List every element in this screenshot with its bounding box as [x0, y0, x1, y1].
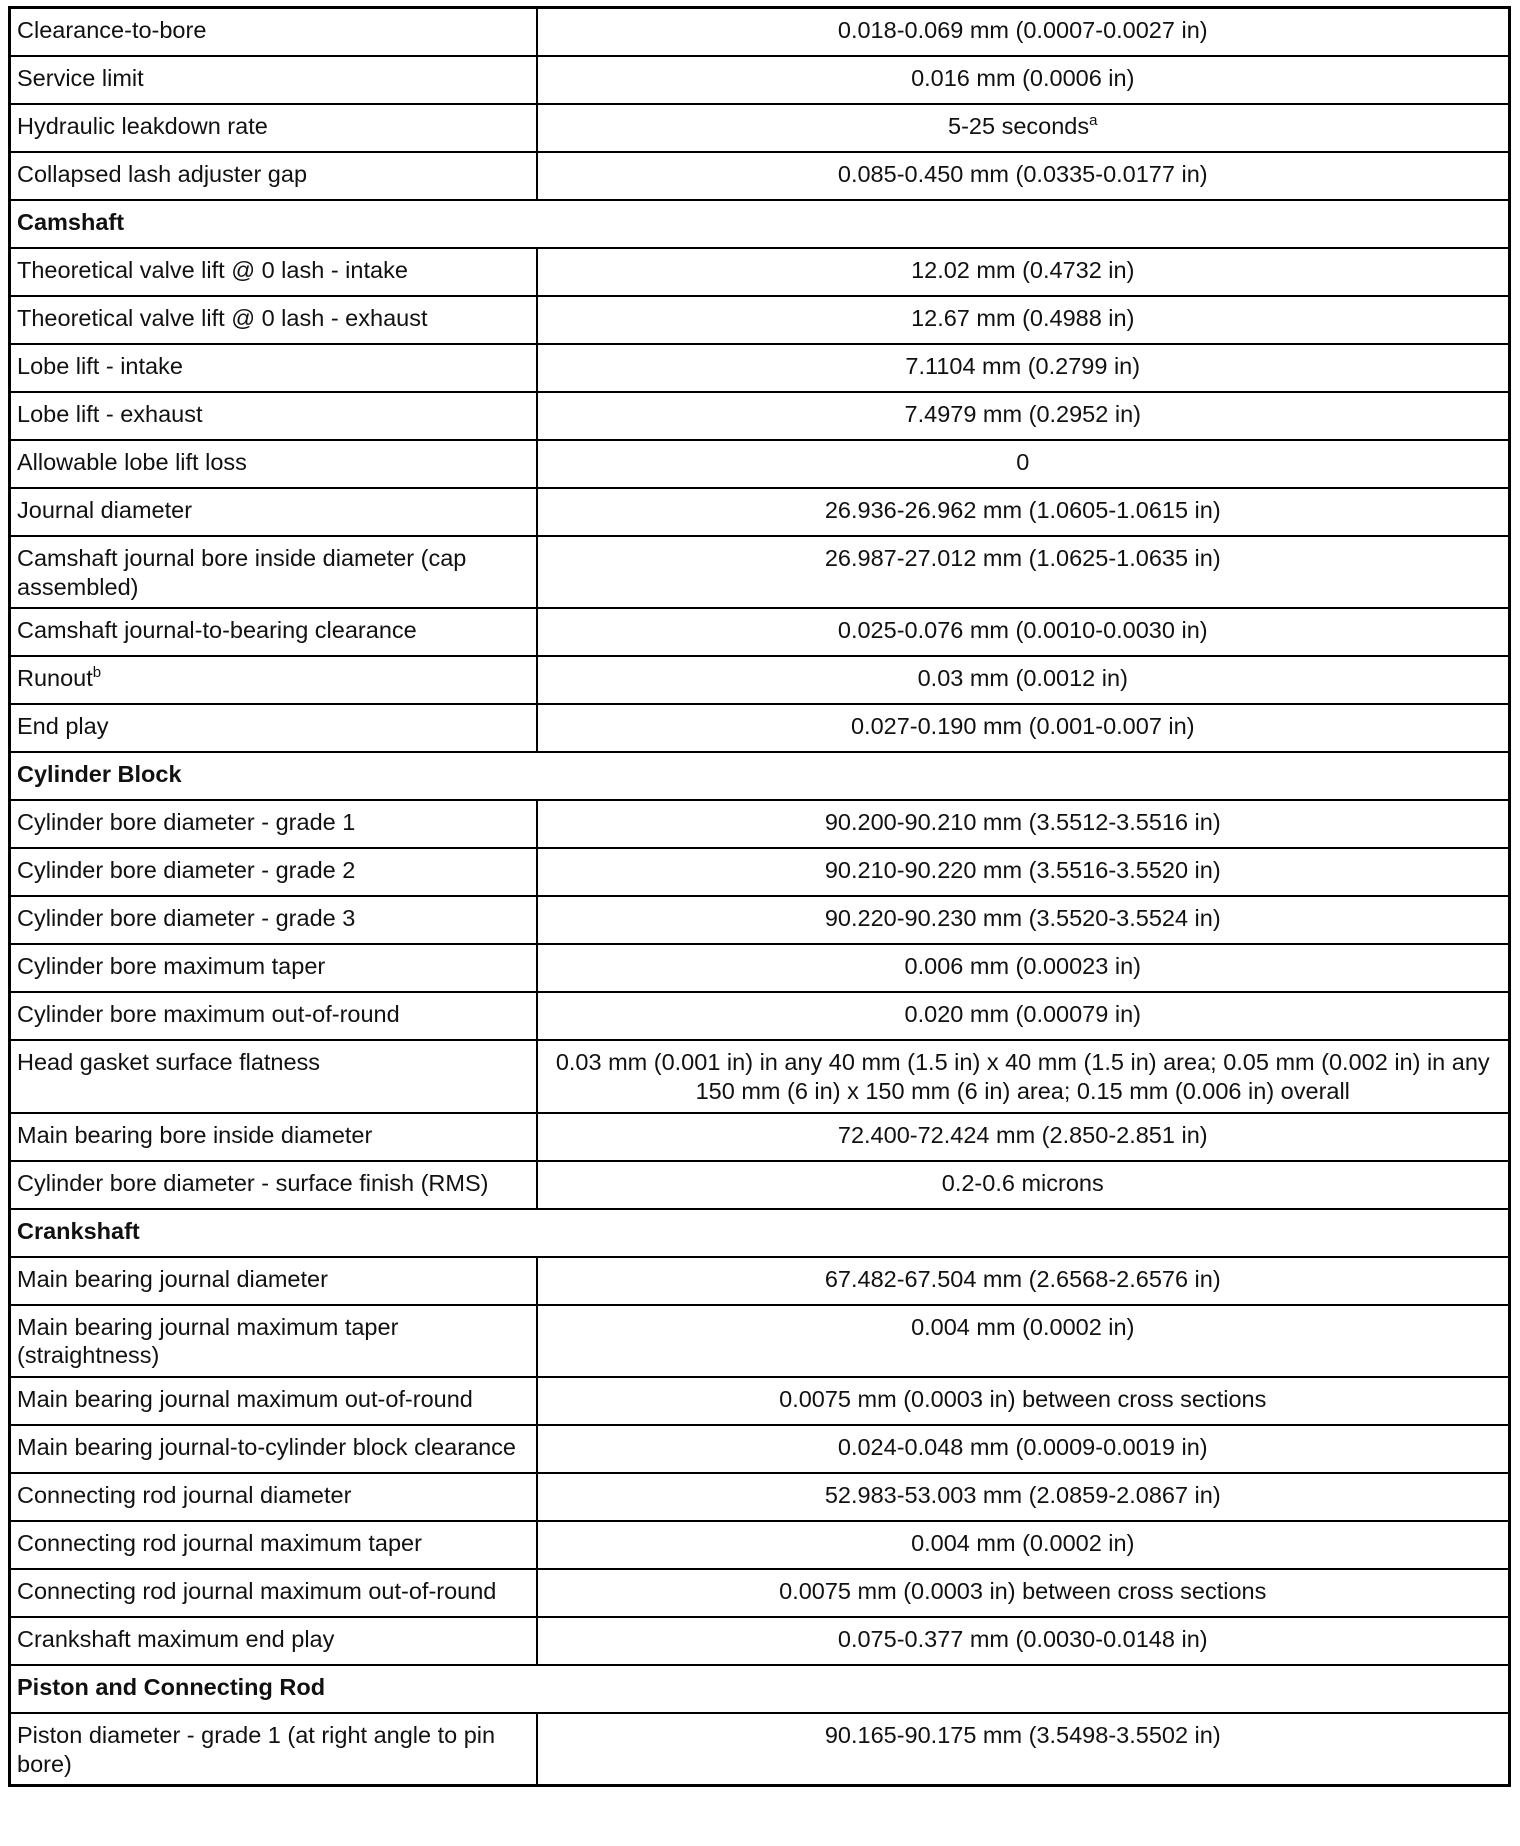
specifications-table — [8, 6, 1511, 1787]
spec-label: Main bearing journal diameter — [17, 1265, 328, 1292]
specifications-table-body — [10, 8, 1510, 1786]
spec-row — [10, 1425, 1510, 1473]
spec-value: 26.936-26.962 mm (1.0605-1.0615 in) — [824, 497, 1221, 523]
spec-row — [10, 944, 1510, 992]
spec-label-cell — [10, 1040, 537, 1112]
spec-row — [10, 848, 1510, 896]
spec-label: Allowable lobe lift loss — [17, 449, 247, 475]
spec-row — [10, 800, 1510, 848]
spec-value: 0.016 mm (0.0006 in) — [911, 65, 1135, 91]
spec-value: 0.0075 mm (0.0003 in) between cross sections — [779, 1577, 1267, 1604]
footnote-marker: b — [92, 664, 102, 682]
spec-value-cell — [537, 296, 1510, 344]
spec-value: 0.020 mm (0.00079 in) — [904, 1001, 1141, 1028]
spec-label: Piston diameter - grade 1 (at right angle to pin bore) — [17, 1721, 496, 1777]
spec-label: Cylinder bore diameter - grade 2 — [17, 857, 356, 884]
spec-label-cell — [10, 1257, 537, 1305]
spec-value-cell — [537, 8, 1510, 57]
spec-row — [10, 104, 1510, 152]
spec-label-cell — [10, 800, 537, 848]
spec-label-cell — [10, 296, 537, 344]
spec-value: 0.2-0.6 microns — [941, 1169, 1104, 1196]
spec-row — [10, 1161, 1510, 1209]
spec-label-cell — [10, 1113, 537, 1161]
spec-label: Crankshaft maximum end play — [17, 1625, 335, 1652]
spec-value: 0.024-0.048 mm (0.0009-0.0019 in) — [837, 1433, 1208, 1460]
spec-value-cell — [537, 104, 1510, 152]
spec-value-cell — [537, 488, 1510, 536]
spec-label: Theoretical valve lift @ 0 lash - intake — [17, 257, 408, 283]
spec-row — [10, 1377, 1510, 1425]
spec-label-cell — [10, 1569, 537, 1617]
spec-row — [10, 536, 1510, 608]
spec-row — [10, 992, 1510, 1040]
spec-label-cell — [10, 896, 537, 944]
spec-label-cell — [10, 1473, 537, 1521]
spec-value-cell — [537, 1713, 1510, 1786]
spec-value-cell — [537, 1617, 1510, 1665]
spec-row — [10, 488, 1510, 536]
spec-label-cell — [10, 992, 537, 1040]
spec-row — [10, 1521, 1510, 1569]
spec-value-cell — [537, 1257, 1510, 1305]
spec-value: 0.004 mm (0.0002 in) — [911, 1313, 1135, 1340]
spec-row — [10, 440, 1510, 488]
spec-label: End play — [17, 713, 109, 740]
spec-label-cell — [10, 8, 537, 57]
section-header-row — [10, 1209, 1510, 1257]
spec-label: Cylinder bore maximum out-of-round — [17, 1001, 400, 1028]
spec-value-cell — [537, 944, 1510, 992]
spec-value: 0.085-0.450 mm (0.0335-0.0177 in) — [837, 161, 1208, 187]
spec-label: Main bearing journal-to-cylinder block clearance — [17, 1433, 516, 1460]
spec-value: 0.004 mm (0.0002 in) — [911, 1529, 1135, 1556]
spec-row — [10, 392, 1510, 440]
spec-row — [10, 296, 1510, 344]
spec-value-cell — [537, 1377, 1510, 1425]
spec-value: 0.025-0.076 mm (0.0010-0.0030 in) — [837, 617, 1208, 644]
spec-value: 12.02 mm (0.4732 in) — [911, 257, 1135, 283]
spec-value-cell — [537, 152, 1510, 200]
section-title: Piston and Connecting Rod — [10, 1665, 1510, 1713]
spec-label-cell — [10, 440, 537, 488]
spec-value: 12.67 mm (0.4988 in) — [911, 305, 1135, 331]
spec-label-cell — [10, 1521, 537, 1569]
spec-row — [10, 1040, 1510, 1112]
spec-value: 0.03 mm (0.0012 in) — [917, 665, 1128, 692]
spec-label: Camshaft journal bore inside diameter (cap assembled) — [17, 545, 467, 600]
spec-row — [10, 896, 1510, 944]
spec-value: 90.210-90.220 mm (3.5516-3.5520 in) — [824, 857, 1221, 884]
spec-label: Main bearing journal maximum taper (straightness) — [17, 1313, 399, 1369]
spec-label-cell — [10, 104, 537, 152]
section-title: Camshaft — [10, 200, 1510, 248]
spec-value-cell — [537, 800, 1510, 848]
spec-value: 7.4979 mm (0.2952 in) — [904, 401, 1141, 427]
spec-value-cell — [537, 56, 1510, 104]
spec-label: Collapsed lash adjuster gap — [17, 161, 308, 187]
spec-row — [10, 608, 1510, 656]
section-header-row — [10, 752, 1510, 800]
spec-value: 67.482-67.504 mm (2.6568-2.6576 in) — [824, 1265, 1221, 1292]
spec-value-cell — [537, 1569, 1510, 1617]
spec-row — [10, 1257, 1510, 1305]
spec-label: Camshaft journal-to-bearing clearance — [17, 617, 417, 644]
spec-row — [10, 152, 1510, 200]
spec-label-cell — [10, 1161, 537, 1209]
spec-row — [10, 248, 1510, 296]
spec-row — [10, 656, 1510, 704]
spec-value-cell — [537, 608, 1510, 656]
spec-label-cell — [10, 848, 537, 896]
spec-row — [10, 8, 1510, 57]
spec-value-cell — [537, 344, 1510, 392]
spec-label-cell — [10, 1377, 537, 1425]
spec-label-cell — [10, 1305, 537, 1377]
spec-row — [10, 1113, 1510, 1161]
spec-value-cell — [537, 704, 1510, 752]
spec-row — [10, 1473, 1510, 1521]
spec-value-cell — [537, 1161, 1510, 1209]
spec-label-cell — [10, 608, 537, 656]
spec-label: Clearance-to-bore — [17, 17, 207, 43]
spec-row — [10, 1305, 1510, 1377]
spec-value: 0 — [1016, 449, 1030, 475]
spec-value-cell — [537, 1425, 1510, 1473]
spec-label: Journal diameter — [17, 497, 193, 523]
spec-label: Cylinder bore maximum taper — [17, 953, 326, 980]
spec-label: Cylinder bore diameter - grade 3 — [17, 905, 356, 932]
spec-label: Theoretical valve lift @ 0 lash - exhaust — [17, 305, 428, 331]
spec-row — [10, 704, 1510, 752]
spec-value: 90.220-90.230 mm (3.5520-3.5524 in) — [824, 905, 1221, 932]
spec-value-cell — [537, 848, 1510, 896]
spec-label: Runout — [17, 665, 93, 692]
spec-value: 90.200-90.210 mm (3.5512-3.5516 in) — [824, 809, 1221, 836]
spec-label: Main bearing bore inside diameter — [17, 1121, 373, 1148]
spec-value: 72.400-72.424 mm (2.850-2.851 in) — [837, 1121, 1208, 1148]
spec-value: 0.018-0.069 mm (0.0007-0.0027 in) — [837, 17, 1208, 43]
spec-value: 90.165-90.175 mm (3.5498-3.5502 in) — [824, 1721, 1221, 1748]
spec-label-cell — [10, 1617, 537, 1665]
spec-value: 0.006 mm (0.00023 in) — [904, 953, 1141, 980]
spec-label: Lobe lift - intake — [17, 353, 183, 379]
spec-value: 0.075-0.377 mm (0.0030-0.0148 in) — [837, 1625, 1208, 1652]
spec-value-cell — [537, 248, 1510, 296]
spec-row — [10, 344, 1510, 392]
spec-value-cell — [537, 656, 1510, 704]
spec-label: Connecting rod journal maximum taper — [17, 1529, 422, 1556]
section-header-row — [10, 200, 1510, 248]
section-title: Cylinder Block — [10, 752, 1510, 800]
spec-value-cell — [537, 536, 1510, 608]
spec-label: Lobe lift - exhaust — [17, 401, 203, 427]
spec-value-cell — [537, 896, 1510, 944]
spec-label-cell — [10, 248, 537, 296]
spec-label-cell — [10, 536, 537, 608]
spec-label: Service limit — [17, 65, 144, 91]
spec-label-cell — [10, 1425, 537, 1473]
spec-value-cell — [537, 992, 1510, 1040]
spec-value: 0.027-0.190 mm (0.001-0.007 in) — [850, 713, 1195, 740]
spec-label-cell — [10, 152, 537, 200]
spec-label-cell — [10, 656, 537, 704]
spec-row — [10, 1617, 1510, 1665]
spec-row — [10, 1569, 1510, 1617]
spec-label: Head gasket surface flatness — [17, 1049, 321, 1076]
spec-label-cell — [10, 56, 537, 104]
spec-value: 0.0075 mm (0.0003 in) between cross sections — [779, 1385, 1267, 1412]
spec-row — [10, 1713, 1510, 1786]
spec-label: Hydraulic leakdown rate — [17, 113, 268, 139]
spec-value-cell — [537, 1113, 1510, 1161]
spec-row — [10, 56, 1510, 104]
spec-value-cell — [537, 392, 1510, 440]
section-header-row — [10, 1665, 1510, 1713]
spec-value-cell — [537, 1473, 1510, 1521]
spec-label: Main bearing journal maximum out-of-round — [17, 1385, 473, 1412]
spec-value-cell — [537, 1040, 1510, 1112]
footnote-marker: a — [1089, 112, 1098, 129]
spec-value-cell — [537, 440, 1510, 488]
section-title: Crankshaft — [10, 1209, 1510, 1257]
spec-value-cell — [537, 1521, 1510, 1569]
spec-label-cell — [10, 488, 537, 536]
spec-value-cell — [537, 1305, 1510, 1377]
spec-value: 52.983-53.003 mm (2.0859-2.0867 in) — [824, 1481, 1221, 1508]
spec-label: Cylinder bore diameter - grade 1 — [17, 809, 356, 836]
spec-label-cell — [10, 1713, 537, 1786]
spec-label-cell — [10, 344, 537, 392]
spec-value: 5-25 seconds — [948, 113, 1090, 139]
spec-value: 26.987-27.012 mm (1.0625-1.0635 in) — [824, 545, 1221, 571]
spec-label: Connecting rod journal maximum out-of-round — [17, 1577, 497, 1604]
spec-label-cell — [10, 704, 537, 752]
spec-value: 7.1104 mm (0.2799 in) — [905, 353, 1141, 379]
spec-label: Connecting rod journal diameter — [17, 1481, 352, 1508]
spec-value: 0.03 mm (0.001 in) in any 40 mm (1.5 in) x 40 mm (1.5 in) area; 0.05 mm (0.002 in) in any 150 mm (6 in) x 150 mm (6 in) area; 0.15 mm (0.006 in) overall — [555, 1049, 1490, 1104]
spec-label-cell — [10, 944, 537, 992]
spec-label: Cylinder bore diameter - surface finish (RMS) — [17, 1169, 489, 1196]
spec-label-cell — [10, 392, 537, 440]
